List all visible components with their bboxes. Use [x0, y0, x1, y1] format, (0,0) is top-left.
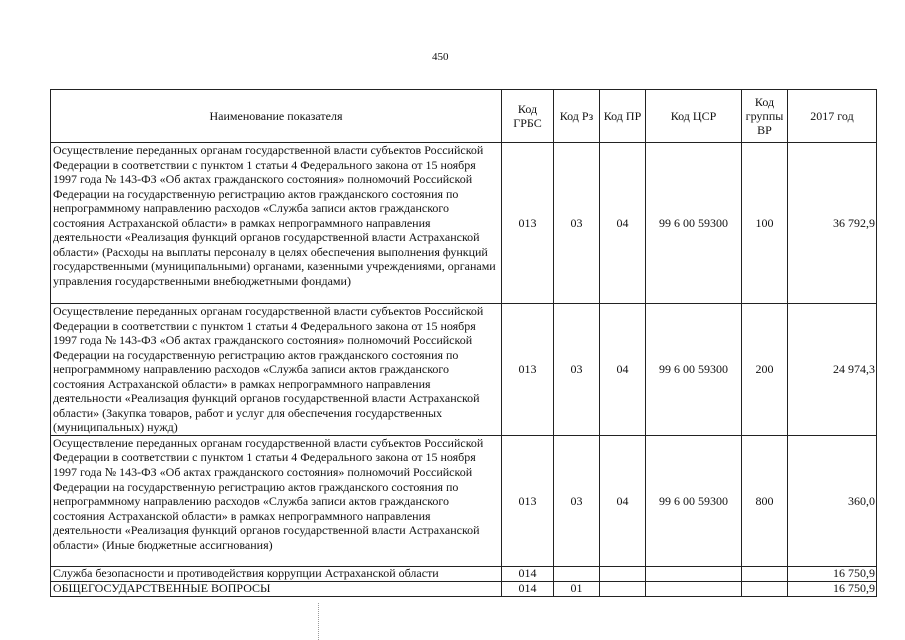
row-csr: 99 6 00 59300: [646, 143, 742, 304]
header-rz: Код Рз: [554, 90, 600, 143]
row-rz: 03: [554, 435, 600, 566]
header-name: Наименование показателя: [51, 90, 502, 143]
header-grbs: Код ГРБС: [502, 90, 554, 143]
scan-artifact-line: [318, 603, 319, 640]
row-csr: [646, 566, 742, 581]
header-pr: Код ПР: [600, 90, 646, 143]
row-vr: 800: [742, 435, 788, 566]
row-grbs: 013: [502, 435, 554, 566]
header-year: 2017 год: [788, 90, 877, 143]
header-vr: Код группы ВР: [742, 90, 788, 143]
row-amount: 16 750,9: [788, 566, 877, 581]
row-vr: 200: [742, 304, 788, 436]
row-amount: 360,0: [788, 435, 877, 566]
row-name: Осуществление переданных органам государственной власти субъектов Российской Федерации в соответствии с пунктом 1 статьи 4 Федерального закона от 15 ноября 1997 года № 143-ФЗ «Об актах гражданского состояния» полномочий Российской Федерации на государственную регистрацию актов гражданского состояния по непрограммному направлению расходов «Служба записи актов гражданского состояния Астраханской области» в рамках непрограммного направления деятельности «Реализация функций органов государственной власти Астраханской области» (Закупка товаров, работ и услуг для обеспечения государственных (муниципальных) нужд): [51, 304, 502, 436]
row-name: Осуществление переданных органам государственной власти субъектов Российской Федерации в соответствии с пунктом 1 статьи 4 Федерального закона от 15 ноября 1997 года № 143-ФЗ «Об актах гражданского состояния» полномочий Российской Федерации на государственную регистрацию актов гражданского состояния по непрограммному направлению расходов «Служба записи актов гражданского состояния Астраханской области» в рамках непрограммного направления деятельности «Реализация функций органов государственной власти Астраханской области» (Иные бюджетные ассигнования): [51, 435, 502, 566]
row-amount: 24 974,3: [788, 304, 877, 436]
page-number: 450: [432, 51, 449, 63]
row-pr: 04: [600, 435, 646, 566]
row-grbs: 013: [502, 304, 554, 436]
row-pr: 04: [600, 143, 646, 304]
row-vr: 100: [742, 143, 788, 304]
row-rz: 03: [554, 304, 600, 436]
row-pr: [600, 581, 646, 596]
row-rz: 03: [554, 143, 600, 304]
row-grbs: 014: [502, 581, 554, 596]
row-csr: [646, 581, 742, 596]
row-amount: 36 792,9: [788, 143, 877, 304]
row-pr: 04: [600, 304, 646, 436]
row-rz: [554, 566, 600, 581]
row-name: ОБЩЕГОСУДАРСТВЕННЫЕ ВОПРОСЫ: [51, 581, 502, 596]
budget-table: [50, 89, 877, 597]
table-row: [51, 143, 877, 304]
row-name: Служба безопасности и противодействия коррупции Астраханской области: [51, 566, 502, 581]
table-header-row: [51, 90, 877, 143]
row-grbs: 014: [502, 566, 554, 581]
row-pr: [600, 566, 646, 581]
row-rz: 01: [554, 581, 600, 596]
row-name: Осуществление переданных органам государственной власти субъектов Российской Федерации в соответствии с пунктом 1 статьи 4 Федерального закона от 15 ноября 1997 года № 143-ФЗ «Об актах гражданского состояния» полномочий Российской Федерации на государственную регистрацию актов гражданского состояния по непрограммному направлению расходов «Служба записи актов гражданского состояния Астраханской области» в рамках непрограммного направления деятельности «Реализация функций органов государственной власти Астраханской области» (Расходы на выплаты персоналу в целях обеспечения выполнения функций государственными (муниципальными) органами, казенными учреждениями, органами управления государственными внебюджетными фондами): [51, 143, 502, 304]
row-csr: 99 6 00 59300: [646, 435, 742, 566]
row-vr: [742, 581, 788, 596]
table-row: [51, 304, 877, 436]
row-csr: 99 6 00 59300: [646, 304, 742, 436]
table-row: [51, 566, 877, 581]
row-grbs: 013: [502, 143, 554, 304]
table-row: [51, 581, 877, 596]
table-row: [51, 435, 877, 566]
row-vr: [742, 566, 788, 581]
header-csr: Код ЦСР: [646, 90, 742, 143]
row-amount: 16 750,9: [788, 581, 877, 596]
